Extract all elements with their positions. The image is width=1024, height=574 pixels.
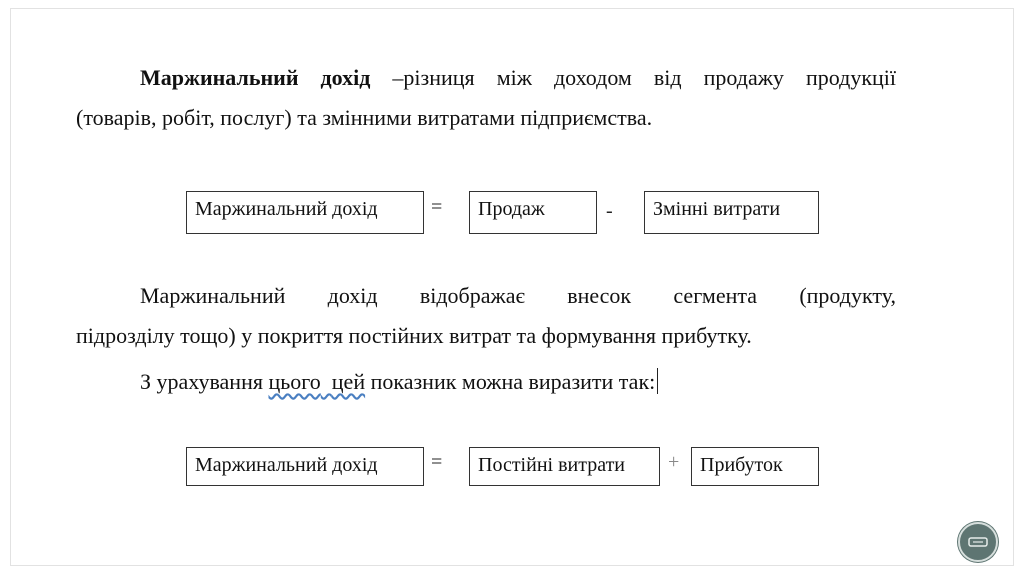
- text-cursor: [657, 368, 658, 394]
- spellcheck-gap: [321, 369, 332, 394]
- formula1-sales-box: Продаж: [469, 191, 597, 234]
- formula1-minus-sign: -: [606, 200, 613, 222]
- formula1-equals-sign: =: [431, 196, 443, 218]
- formula2-equals-sign: =: [431, 451, 443, 473]
- definition-paragraph: [76, 58, 896, 138]
- explanation-line-2: підрозділу тощо) у покриття постійних витрат та формування прибутку.: [76, 323, 752, 348]
- formula1-margin-income-box: Маржинальний дохід: [186, 191, 424, 234]
- spellcheck-word-2: цей: [331, 369, 366, 394]
- definition-term: Маржинальний дохід: [140, 65, 371, 90]
- expression-intro-text: З урахування: [140, 369, 269, 394]
- expression-intro-paragraph[interactable]: [76, 362, 960, 402]
- definition-line-1: [76, 58, 896, 98]
- slide-nav-icon: [967, 535, 989, 549]
- expression-intro-text-end: показник можна виразити так:: [365, 369, 656, 394]
- explanation-line-1: Маржинальний дохід відображає внесок сегмента (продукту,: [140, 283, 896, 308]
- formula1-variable-costs-box: Змінні витрати: [644, 191, 819, 234]
- formula2-margin-income-box: Маржинальний дохід: [186, 447, 424, 486]
- formula2-profit-box: Прибуток: [691, 447, 819, 486]
- spellcheck-word-1: цього: [268, 369, 321, 394]
- slide-nav-button[interactable]: [958, 522, 998, 562]
- explanation-paragraph: [76, 276, 896, 356]
- definition-line-2: (товарів, робіт, послуг) та змінними витратами підприємства.: [76, 105, 653, 130]
- formula2-fixed-costs-box: Постійні витрати: [469, 447, 660, 486]
- definition-text: –різниця між доходом від продажу продукції: [370, 65, 897, 90]
- formula2-plus-sign: +: [668, 451, 680, 473]
